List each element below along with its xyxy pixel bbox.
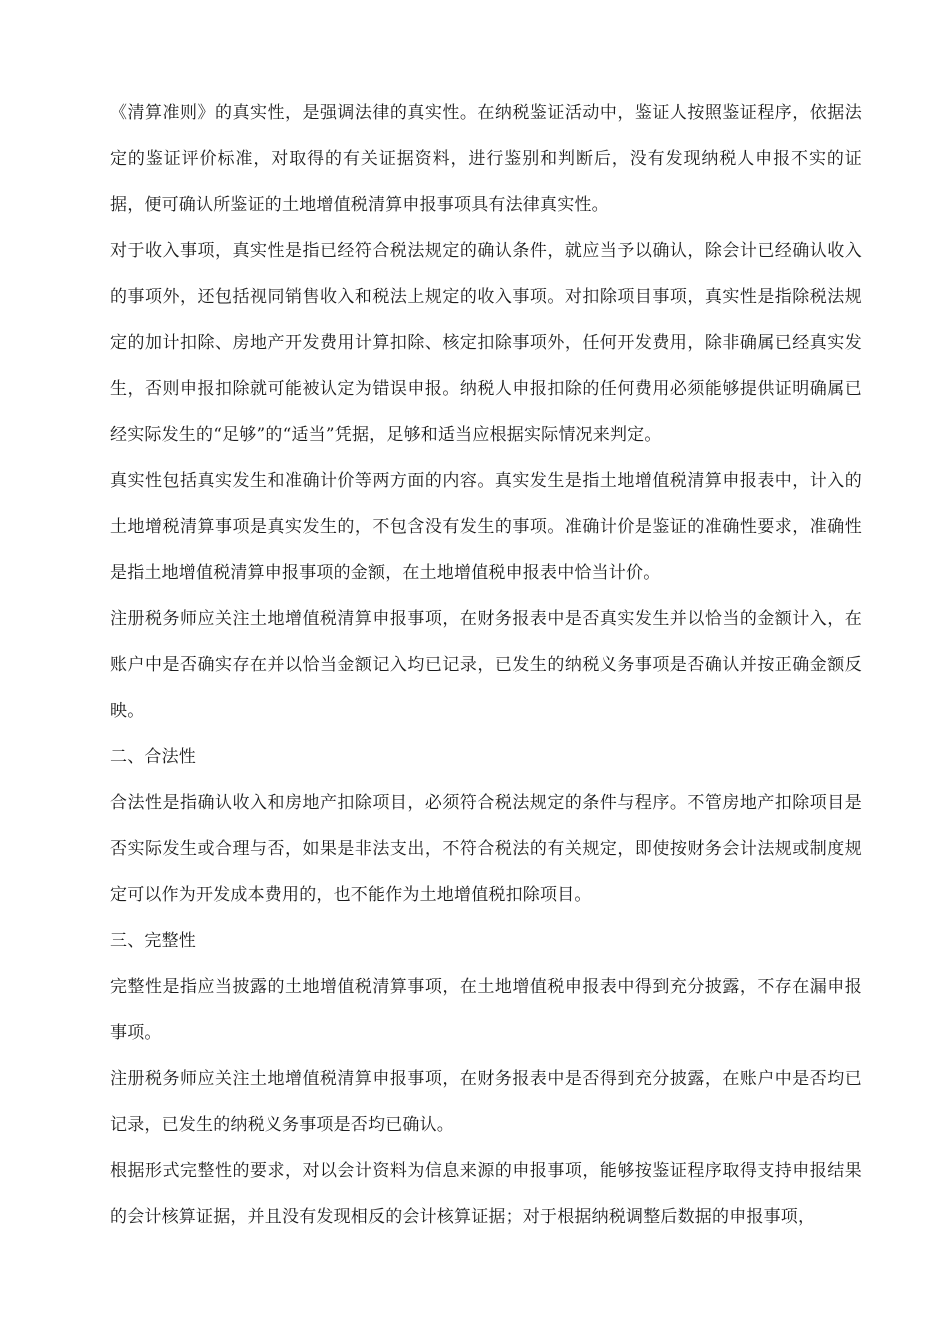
section-heading-legality: 二、合法性 [110, 747, 196, 767]
paragraph-tax-agent-attention: 注册税务师应关注土地增值税清算申报事项，在财务报表中是否真实发生并以恰当的金额计入，在账户中是否确实存在并以恰当金额记入均已记录，已发生的纳税义务事项是否确认并按正确金额反映。 [110, 609, 862, 721]
paragraph-occurrence-valuation: 真实性包括真实发生和准确计价等两方面的内容。真实发生是指土地增值税清算申报表中，计入的土地增税清算事项是真实发生的，不包含没有发生的事项。准确计价是鉴证的准确性要求，准确性是指土地增值税清算申报事项的金额，在土地增值税申报表中恰当计价。 [110, 471, 862, 583]
paragraph-legality: 合法性是指确认收入和房地产扣除项目，必须符合税法规定的条件与程序。不管房地产扣除项目是否实际发生或合理与否，如果是非法支出，不符合税法的有关规定，即使按财务会计法规或制度规定可以作为开发成本费用的，也不能作为土地增值税扣除项目。 [110, 793, 862, 905]
paragraph-formal-completeness: 根据形式完整性的要求，对以会计资料为信息来源的申报事项，能够按鉴证程序取得支持申报结果的会计核算证据，并且没有发现相反的会计核算证据；对于根据纳税调整后数据的申报事项， [110, 1161, 862, 1227]
paragraph-income-deduction-authenticity: 对于收入事项，真实性是指已经符合税法规定的确认条件，就应当予以确认，除会计已经确认收入的事项外，还包括视同销售收入和税法上规定的收入事项。对扣除项目事项，真实性是指除税法规定的加计扣除、房地产开发费用计算扣除、核定扣除事项外，任何开发费用，除非确属已经真实发生，否则申报扣除就可能被认定为错误申报。纳税人申报扣除的任何费用必须能够提供证明确属已经实际发生的“足够”的“适当”凭据，足够和适当应根据实际情况来判定。 [110, 241, 862, 445]
paragraph-completeness-attention: 注册税务师应关注土地增值税清算申报事项，在财务报表中是否得到充分披露，在账户中是否均已记录，已发生的纳税义务事项是否均已确认。 [110, 1069, 862, 1135]
document-page [110, 90, 862, 1240]
section-heading-completeness: 三、完整性 [110, 931, 196, 951]
paragraph-authenticity-legal: 《清算准则》的真实性，是强调法律的真实性。在纳税鉴证活动中，鉴证人按照鉴证程序，依据法定的鉴证评价标准，对取得的有关证据资料，进行鉴别和判断后，没有发现纳税人申报不实的证据，便可确认所鉴证的土地增值税清算申报事项具有法律真实性。 [110, 103, 862, 215]
paragraph-completeness: 完整性是指应当披露的土地增值税清算事项，在土地增值税申报表中得到充分披露，不存在漏申报事项。 [110, 977, 862, 1043]
